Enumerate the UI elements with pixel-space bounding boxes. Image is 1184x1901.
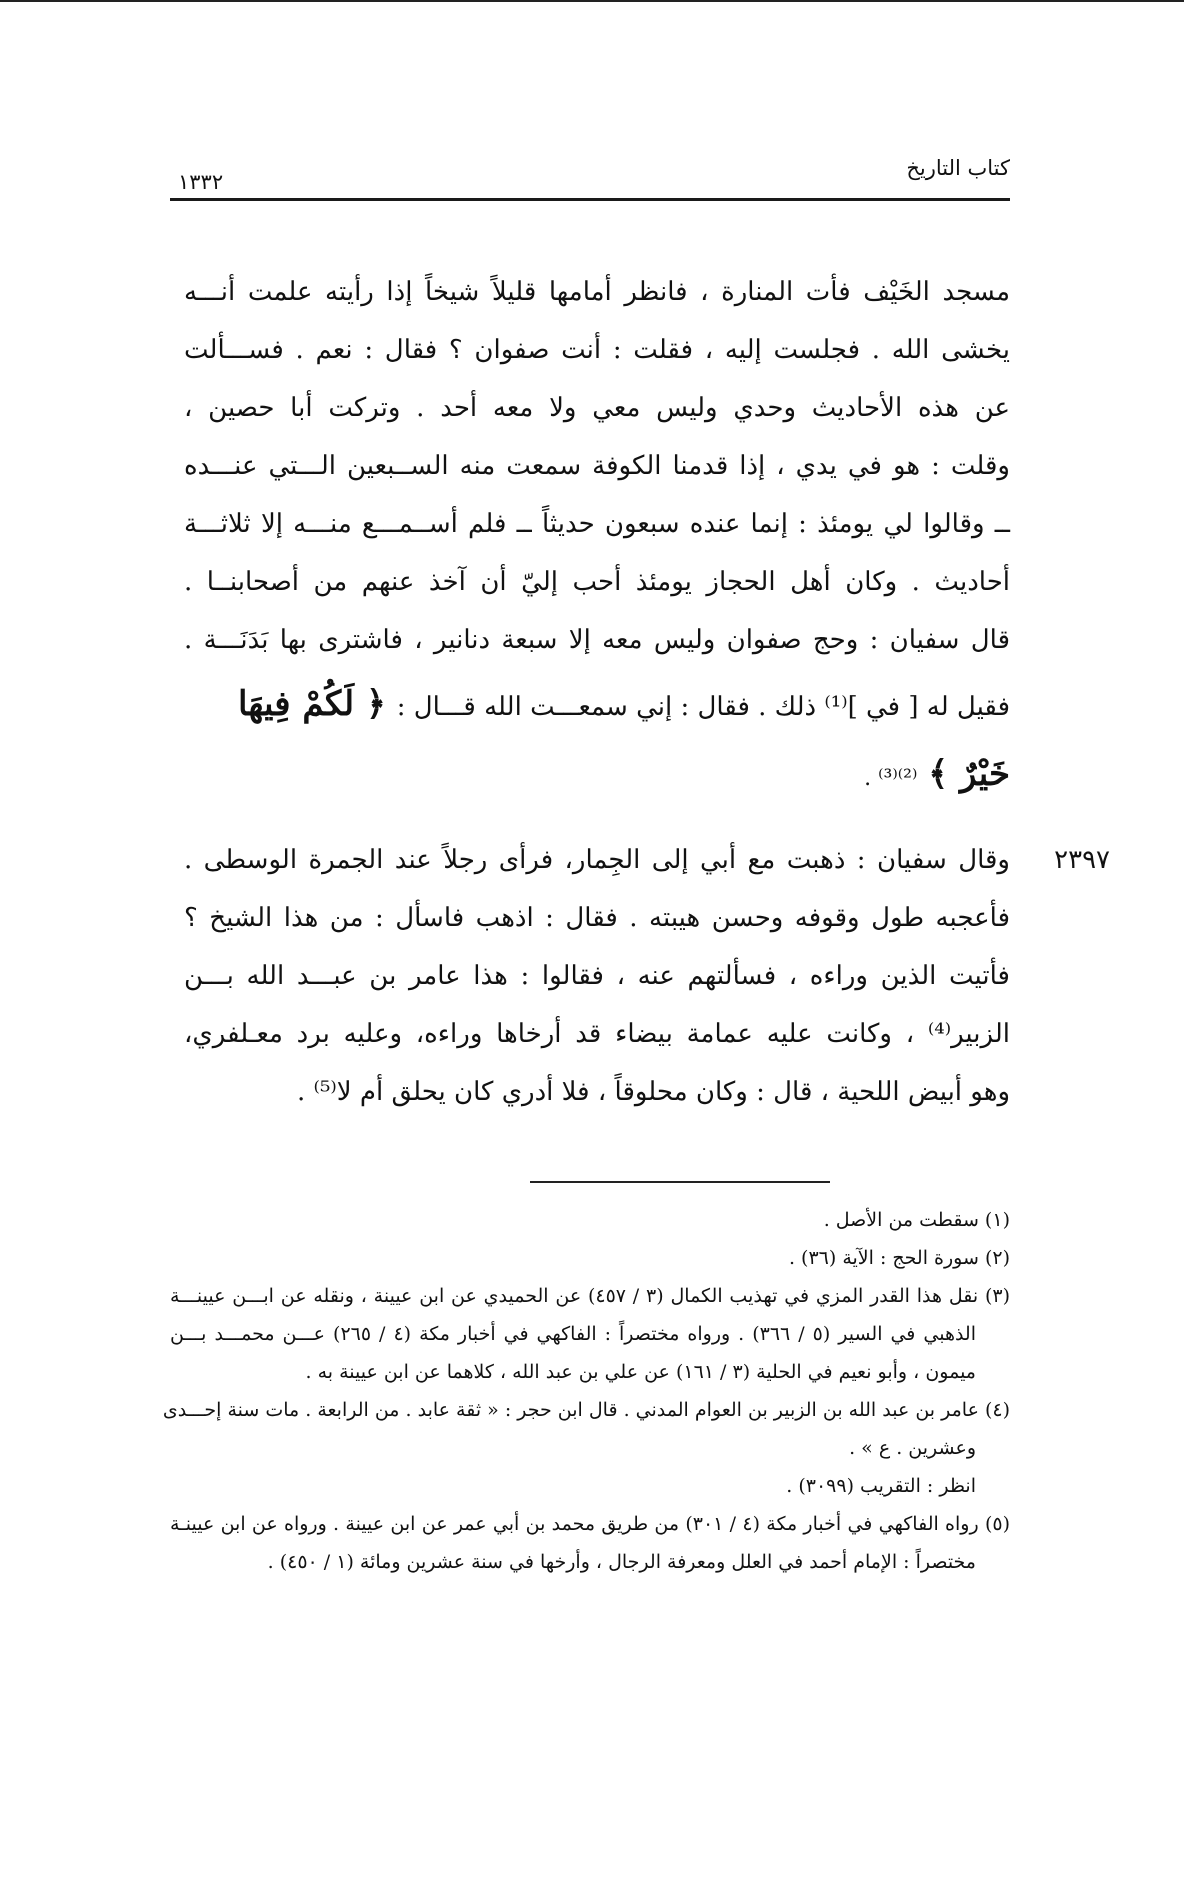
footnote-1 — [170, 1201, 1010, 1239]
footnote-line: الذهبي في السير (٥ / ٣٦٦) . ورواه مختصراً : الفاكهي في أخبار مكة (٤ / ٢٦٥) عـــن محمـــد بـــن — [170, 1323, 977, 1345]
page-number: ١٣٣٢ — [178, 170, 224, 194]
footnote-4 — [162, 1391, 1010, 1505]
text-line: مسجد الخَيْف فأت المنارة ، فانظر أمامها قليلاً شيخاً إذا رأيته علمت أنـــه — [184, 277, 1010, 307]
footnote-line: (٥) رواه الفاكهي في أخبار مكة (٤ / ٣٠١) من طريق محمد بن أبي عمر عن ابن عيينة . ورواه عن ابن عيينـة — [170, 1513, 1010, 1535]
text-line: يخشى الله . فجلست إليه ، فقلت : أنت صفوان ؟ فقال : نعم . فســـألت — [184, 335, 1010, 365]
quran-quote-line-2 — [184, 739, 1010, 809]
quran-verse-cont: خَيْرٌ ﴾ — [928, 754, 1010, 794]
quran-verse: ﴿ لَكُمْ فِيهَا — [238, 684, 386, 724]
text-line: فأعجبه طول وقوفه وحسن هيبته . فقال : اذهب فاسأل : من هذا الشيخ ؟ — [184, 903, 1010, 933]
text-line: فأتيت الذين وراءه ، فسألتهم عنه ، فقالوا : هذا عامر بن عبـــد الله بـــن — [184, 961, 1010, 991]
chapter-title: كتاب التاريخ — [906, 156, 1010, 180]
page-top-border — [0, 0, 1184, 2]
footnote-line: انظر : التقريب (٣٠٩٩) . — [786, 1475, 976, 1497]
footnote-line: ميمون ، وأبو نعيم في الحلية (٣ / ١٦١) عن علي بن عبد الله ، كلاهما عن ابن عيينة به . — [305, 1361, 976, 1383]
footnote-line: (٣) نقل هذا القدر المزي في تهذيب الكمال (٣ / ٤٥٧) عن الحميدي عن ابن عيينة ، ونقله عن ابـــن عيينـــة — [170, 1285, 1010, 1307]
footnote-line: مختصراً : الإمام أحمد في العلل ومعرفة الرجال ، وأرخها في سنة عشرين ومائة (١ / ٤٥٠) . — [267, 1551, 976, 1573]
footnote-separator — [530, 1181, 830, 1183]
text-line: عن هذه الأحاديث وحدي وليس معي ولا معه أحد . وتركت أبا حصين ، — [184, 393, 1010, 423]
footnote-line: (٤) عامر بن عبد الله بن الزبير بن العوام المدني . قال ابن حجر : « ثقة عابد . من الرابعة . مات سنة إحـــدى — [162, 1399, 1010, 1421]
text-line: وقلت : هو في يدي ، إذا قدمنا الكوفة سمعت منه الســبعين الـــتي عنـــده — [184, 451, 1010, 481]
quran-quote-line — [184, 669, 1010, 739]
text-line: وقال سفيان : ذهبت مع أبي إلى الجِمار، فرأى رجلاً عند الجمرة الوسطى . — [184, 845, 1010, 875]
footnote-5 — [170, 1505, 1010, 1581]
text-line: وهو أبيض اللحية ، قال : وكان محلوقاً ، فلا أدري كان يحلق أم لا⁽⁵⁾ . — [297, 1077, 1010, 1107]
footnote-line: (٢) سورة الحج : الآية (٣٦) . — [788, 1247, 1010, 1269]
text-line: ــ وقالوا لي يومئذ : إنما عنده سبعون حديثاً ــ فلم أســمـــع منـــه إلا ثلاثـــة — [184, 509, 1010, 539]
item-number: ٢٣٩٧ — [1054, 845, 1110, 875]
footnote-line: (١) سقطت من الأصل . — [823, 1209, 1010, 1231]
text-line: أحاديث . وكان أهل الحجاز يومئذ أحب إليّ أن آخذ عنهم من أصحابنــا . — [184, 567, 1010, 597]
footnotes — [162, 1201, 1010, 1581]
footnote-3 — [170, 1277, 1010, 1391]
running-header — [170, 150, 1010, 201]
main-text — [170, 263, 1010, 809]
book-page — [162, 150, 1110, 1581]
quran-intro: فقيل له [ في ]⁽¹⁾ ذلك . فقال : إني سمعـــت الله قـــال : — [396, 692, 1010, 722]
text-line: الزبير⁽⁴⁾ ، وكانت عليه عمامة بيضاء قد أرخاها وراءه، وعليه برد معـلفري، — [184, 1019, 1010, 1049]
footnote-line: وعشرين . ع » . — [849, 1437, 976, 1459]
footnote-2 — [170, 1239, 1010, 1277]
hadith-item-2397 — [170, 831, 1110, 1121]
quran-refs: ⁽²⁾⁽³⁾ . — [864, 766, 918, 791]
text-line: قال سفيان : وحج صفوان وليس معه إلا سبعة دنانير ، فاشترى بها بَدَنَـــة . — [184, 625, 1010, 655]
